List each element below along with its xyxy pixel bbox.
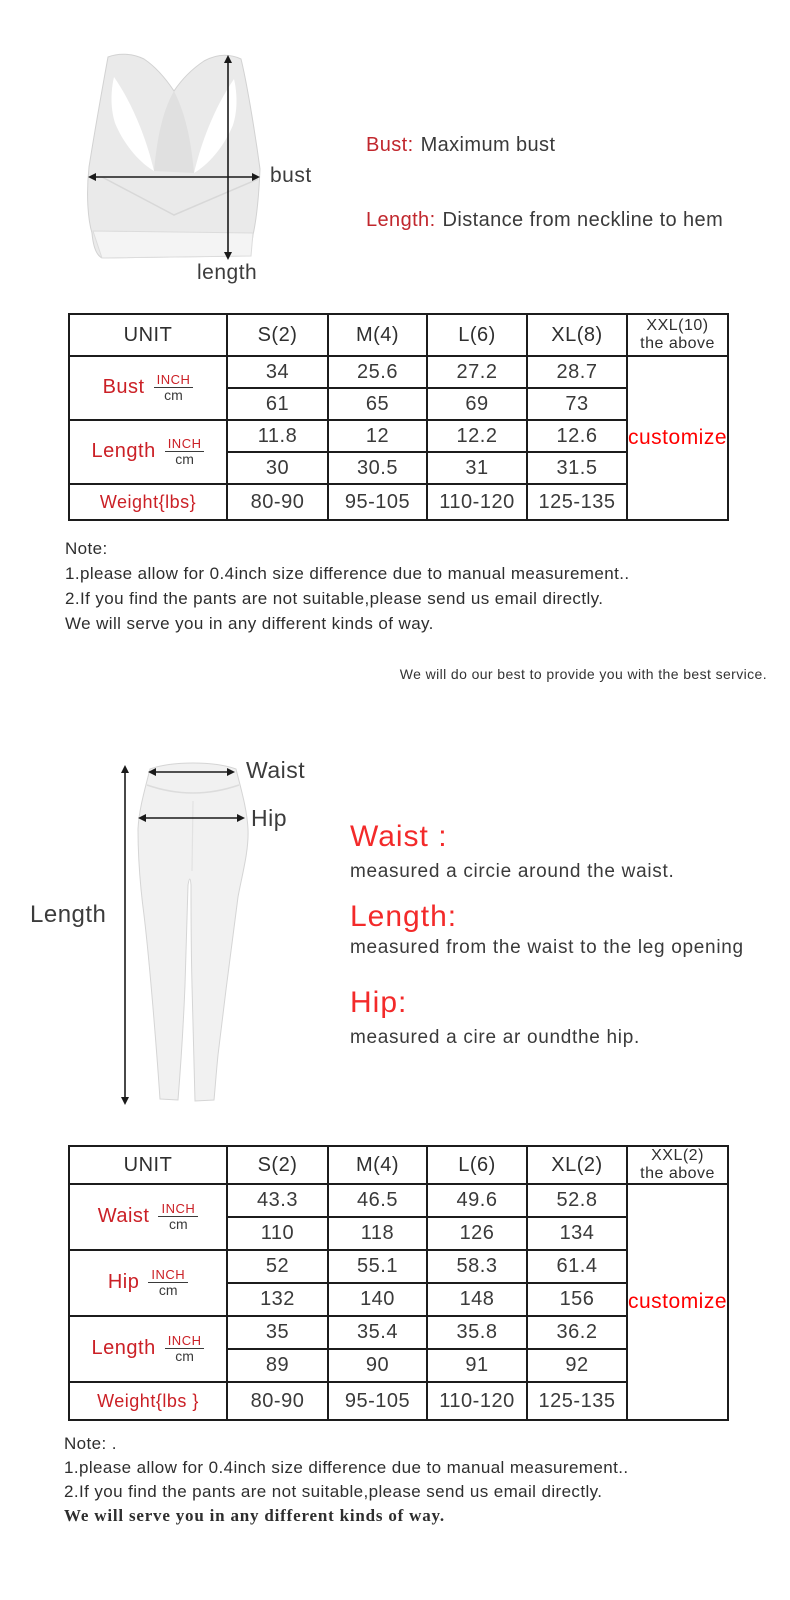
header-size-xl: XL(8) [527, 314, 627, 356]
header-size-m: M(4) [328, 314, 427, 356]
pants-length-arrow [121, 765, 129, 1105]
leggings-image [20, 745, 320, 1115]
pants-size-table [68, 1145, 729, 1421]
table-cell: 52.8 [527, 1184, 627, 1217]
length-definition-term: Length: [366, 209, 436, 231]
table-cell: 12.2 [427, 420, 527, 452]
table-header-row [69, 1146, 728, 1184]
note-block-top [65, 536, 629, 636]
table-row [69, 356, 728, 388]
table-cell: 65 [328, 388, 427, 420]
header-xxl-line1: XXL(2) [651, 1147, 704, 1164]
hip-definition-text: measured a cire ar oundthe hip. [350, 1027, 640, 1048]
table-cell: 140 [328, 1283, 427, 1316]
table-cell: 110-120 [427, 1382, 527, 1420]
header-xxl-line1: XXL(10) [646, 317, 709, 334]
header-unit: UNIT [69, 314, 227, 356]
row-label-waist: Waist $\frac{\text{INCH}}{cm}$ [69, 1184, 227, 1250]
table-cell: 125-135 [527, 1382, 627, 1420]
note-line: We will serve you in any different kinds of way. [65, 614, 434, 633]
note-line: 2.If you find the pants are not suitable,please send us email directly. [65, 589, 604, 608]
table-cell: 52 [227, 1250, 328, 1283]
table-cell: 90 [328, 1349, 427, 1382]
header-size-xl: XL(2) [527, 1146, 627, 1184]
table-cell: 12 [328, 420, 427, 452]
length-definition [366, 209, 723, 232]
table-cell: 118 [328, 1217, 427, 1250]
customize-cell: customize [627, 1184, 728, 1420]
customize-cell: customize [627, 356, 728, 520]
unit-fraction: $\frac{\text{INCH}}{cm}$ [165, 437, 205, 467]
unit-fraction: $\frac{\text{INCH}}{cm}$ [165, 1334, 205, 1364]
table-cell: 27.2 [427, 356, 527, 388]
row-label-bust: Bust $\frac{\text{INCH}}{cm}$ [69, 356, 227, 420]
table-cell: 80-90 [227, 1382, 328, 1420]
service-promise-line: We will do our best to provide you with the best service. [399, 666, 767, 682]
table-row [69, 1184, 728, 1217]
header-unit: UNIT [69, 1146, 227, 1184]
note-title: Note: . [64, 1434, 117, 1453]
table-cell: 156 [527, 1283, 627, 1316]
table-cell: 43.3 [227, 1184, 328, 1217]
table-cell: 148 [427, 1283, 527, 1316]
table-cell: 55.1 [328, 1250, 427, 1283]
table-cell: 11.8 [227, 420, 328, 452]
header-size-xxl [627, 1146, 728, 1184]
pants-length-arrow-label: Length [30, 901, 107, 928]
table-cell: 12.6 [527, 420, 627, 452]
table-cell: 134 [527, 1217, 627, 1250]
header-xxl-line2: the above [640, 335, 715, 352]
header-size-s: S(2) [227, 1146, 328, 1184]
bust-definition-term: Bust: [366, 134, 414, 156]
table-cell: 34 [227, 356, 328, 388]
length-arrow-label: length [197, 261, 258, 284]
note-title: Note: [65, 539, 108, 558]
table-cell: 69 [427, 388, 527, 420]
table-cell: 110-120 [427, 484, 527, 520]
length-definition-text: Distance from neckline to hem [442, 209, 724, 231]
unit-fraction: $\frac{\text{INCH}}{cm}$ [158, 1202, 198, 1232]
bust-definition [366, 134, 555, 157]
table-cell: 132 [227, 1283, 328, 1316]
header-size-xxl [627, 314, 728, 356]
header-size-m: M(4) [328, 1146, 427, 1184]
table-cell: 35 [227, 1316, 328, 1349]
table-cell: 126 [427, 1217, 527, 1250]
row-label-length: Length $\frac{\text{INCH}}{cm}$ [69, 1316, 227, 1382]
length-definition-text: measured from the waist to the leg opening [350, 937, 744, 958]
table-cell: 58.3 [427, 1250, 527, 1283]
bust-definition-text: Maximum bust [420, 134, 556, 156]
note-line: 2.If you find the pants are not suitable,please send us email directly. [64, 1482, 603, 1501]
row-label-weight: Weight{lbs } [69, 1382, 227, 1420]
table-cell: 95-105 [328, 1382, 427, 1420]
table-cell: 110 [227, 1217, 328, 1250]
table-cell: 30 [227, 452, 328, 484]
waist-definition-heading: Waist : [350, 820, 448, 853]
table-cell: 30.5 [328, 452, 427, 484]
table-cell: 125-135 [527, 484, 627, 520]
header-size-s: S(2) [227, 314, 328, 356]
bra-size-table [68, 313, 729, 521]
row-label-hip: Hip $\frac{\text{INCH}}{cm}$ [69, 1250, 227, 1316]
table-header-row [69, 314, 728, 356]
waist-arrow-label: Waist [246, 757, 306, 783]
note-block-bottom [64, 1432, 628, 1528]
row-label-length: Length $\frac{\text{INCH}}{cm}$ [69, 420, 227, 484]
pants-measurement-diagram [20, 745, 320, 1115]
table-cell: 49.6 [427, 1184, 527, 1217]
table-cell: 25.6 [328, 356, 427, 388]
note-line-emphasis: We will serve you in any different kinds of way. [64, 1506, 445, 1525]
table-cell: 91 [427, 1349, 527, 1382]
table-cell: 95-105 [328, 484, 427, 520]
length-definition-heading: Length: [350, 900, 458, 933]
table-cell: 31.5 [527, 452, 627, 484]
table-cell: 35.8 [427, 1316, 527, 1349]
row-label-weight: Weight{lbs} [69, 484, 227, 520]
table-cell: 80-90 [227, 484, 328, 520]
hip-definition-heading: Hip: [350, 986, 408, 1019]
table-cell: 61 [227, 388, 328, 420]
waist-definition-text: measured a circie around the waist. [350, 861, 675, 882]
table-cell: 61.4 [527, 1250, 627, 1283]
table-cell: 31 [427, 452, 527, 484]
header-xxl-line2: the above [640, 1165, 715, 1182]
table-cell: 36.2 [527, 1316, 627, 1349]
hip-arrow-label: Hip [251, 805, 288, 831]
bust-arrow-label: bust [270, 164, 312, 187]
bra-measurement-diagram [80, 45, 320, 290]
header-size-l: L(6) [427, 1146, 527, 1184]
header-size-l: L(6) [427, 314, 527, 356]
table-cell: 73 [527, 388, 627, 420]
note-line: 1.please allow for 0.4inch size difference due to manual measurement.. [65, 564, 630, 583]
table-cell: 46.5 [328, 1184, 427, 1217]
unit-fraction: $\frac{\text{INCH}}{cm}$ [148, 1268, 188, 1298]
unit-fraction: $\frac{\text{INCH}}{cm}$ [154, 373, 194, 403]
table-cell: 89 [227, 1349, 328, 1382]
table-cell: 28.7 [527, 356, 627, 388]
note-line: 1.please allow for 0.4inch size difference due to manual measurement.. [64, 1458, 629, 1477]
table-cell: 35.4 [328, 1316, 427, 1349]
table-cell: 92 [527, 1349, 627, 1382]
